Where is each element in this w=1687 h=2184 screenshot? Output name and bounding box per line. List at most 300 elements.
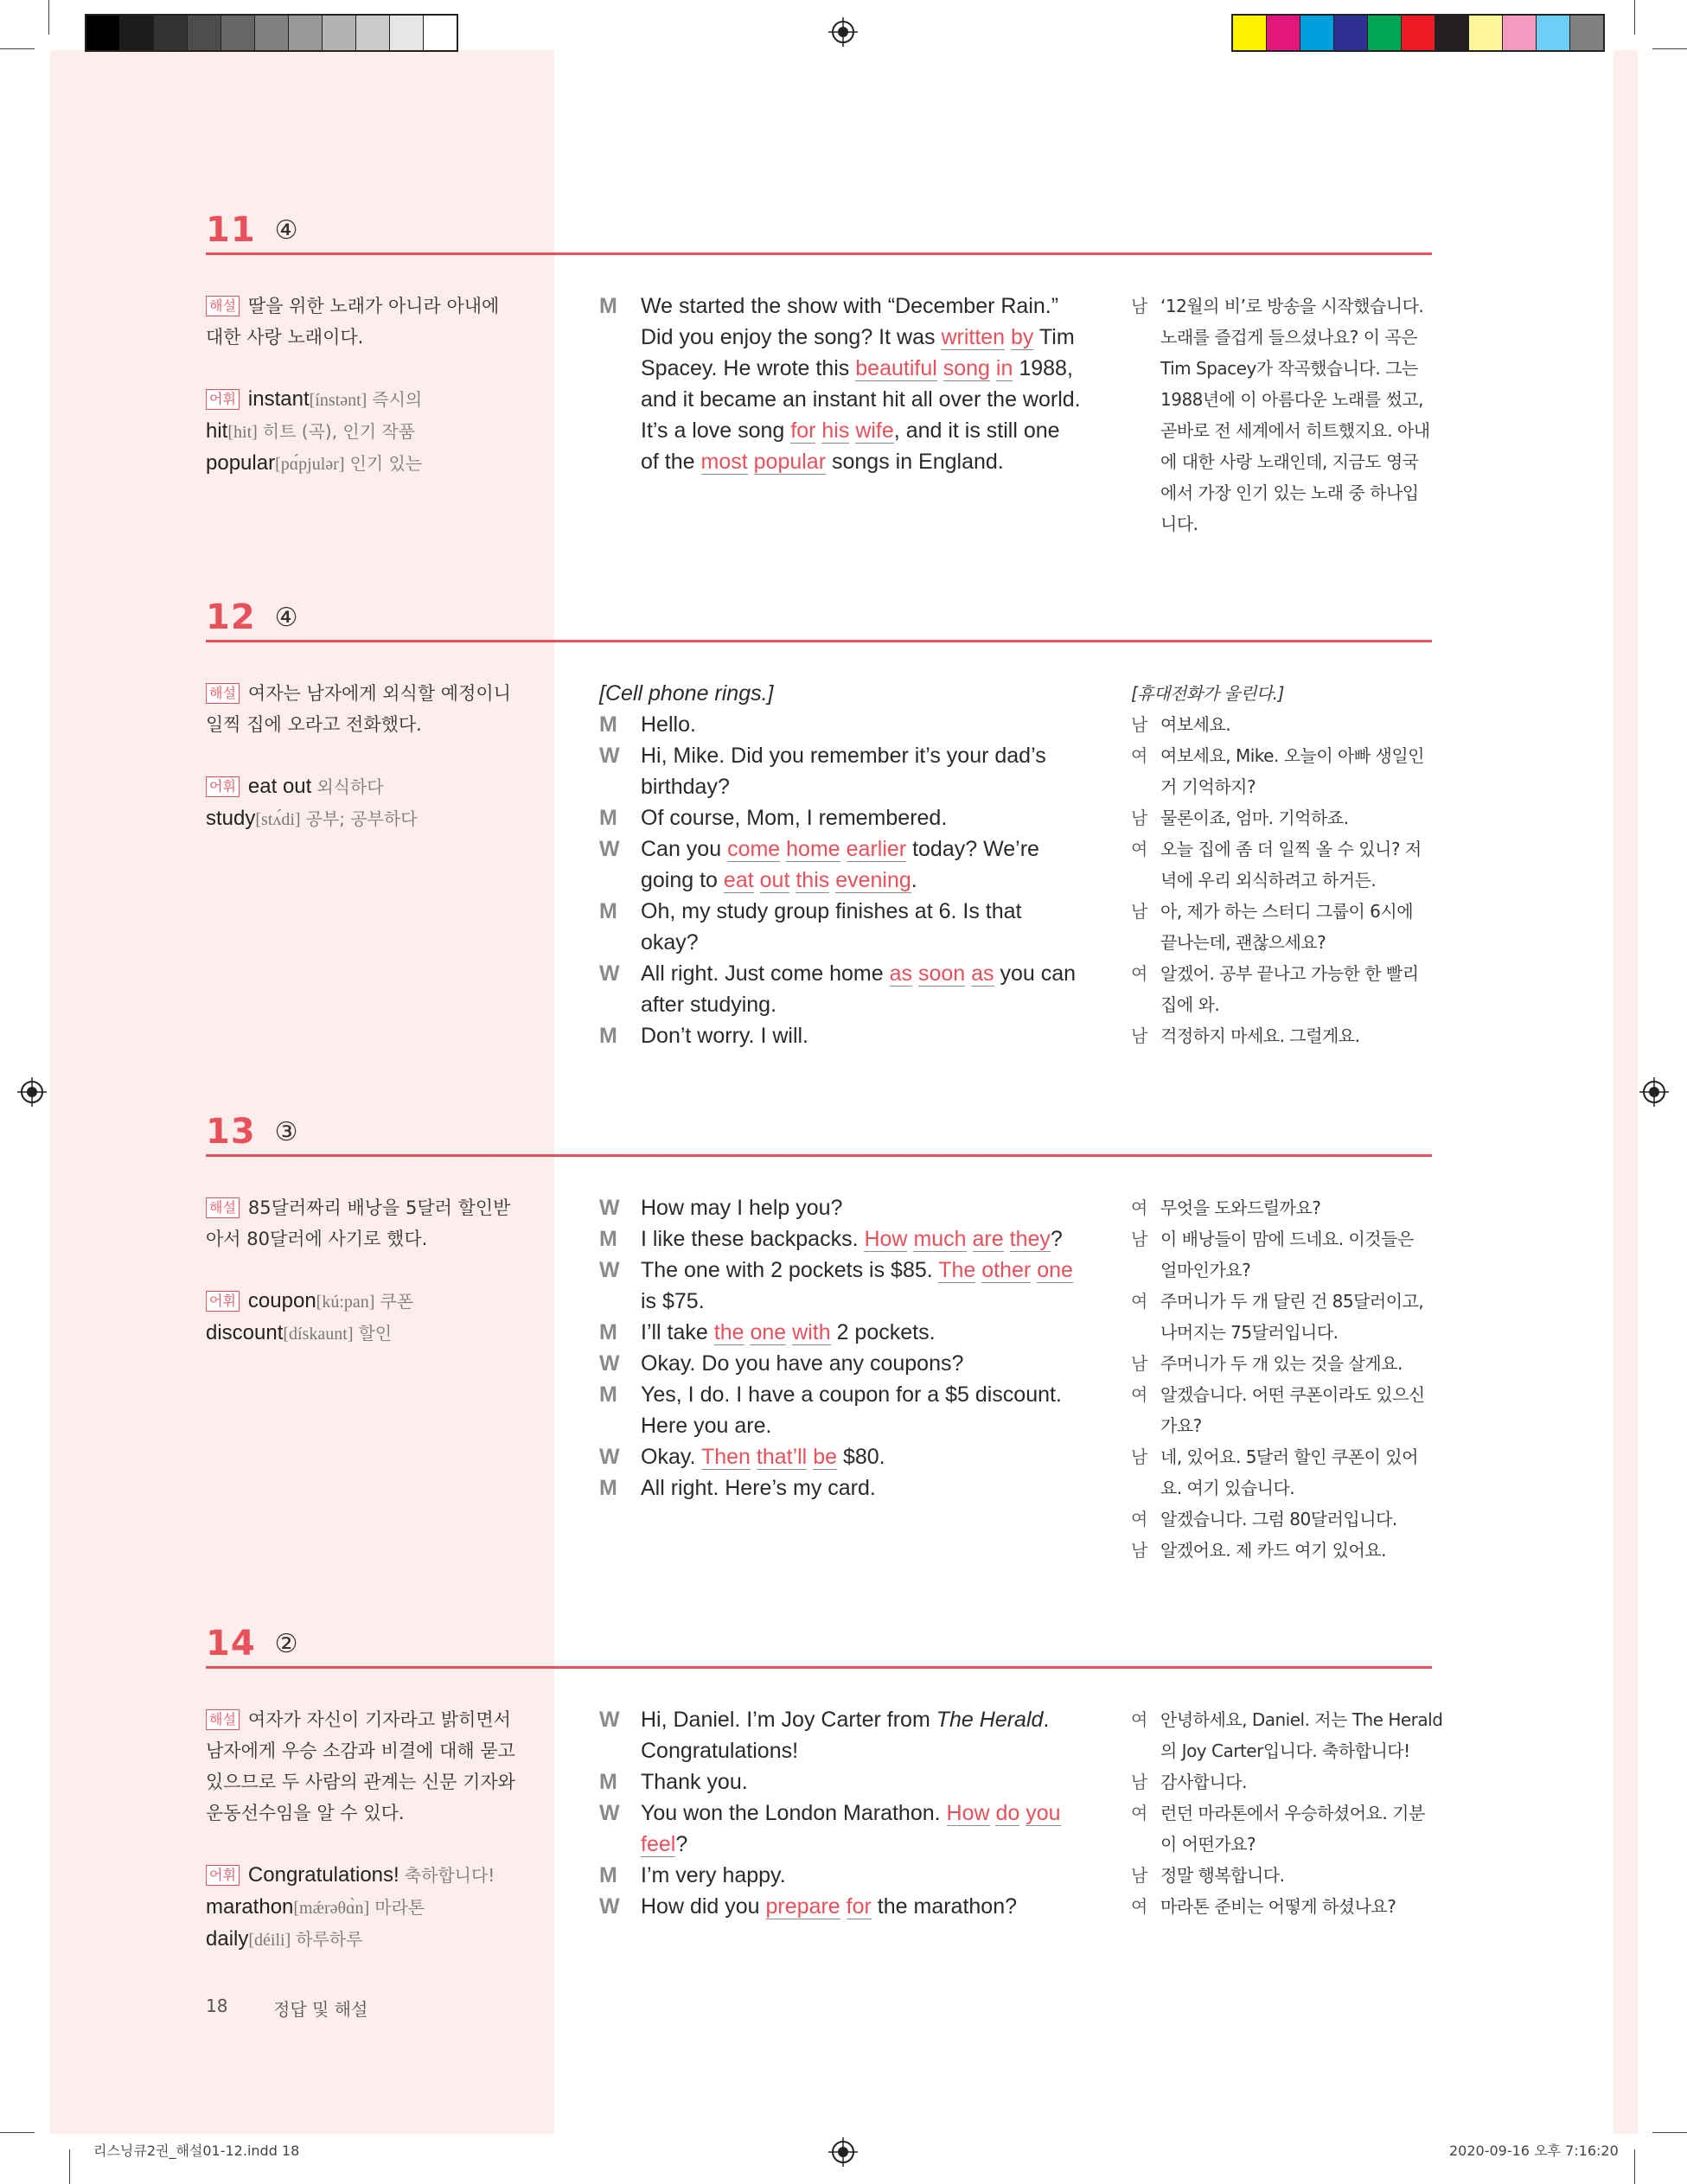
speaker-label: 남 [1131,1540,1147,1561]
explanation [206,678,517,740]
speaker-label: 남 [1131,1229,1147,1249]
question-number: 13 [206,1112,256,1152]
color-swatch [86,16,120,50]
crop-mark [1634,2149,1635,2184]
dialogue-text [912,961,918,986]
translation-text: 끝나는데, 괜찮으세요? [1160,932,1326,953]
blank-answer: one [750,1320,787,1344]
blank-answer: out [759,868,790,892]
dialogue-text: and it became an instant hit all over the world. [641,387,1081,412]
blank-answer: be [813,1445,838,1469]
translation-text: 녁에 우리 외식하려고 하거든. [1160,870,1377,891]
question-number: 12 [206,597,256,637]
translation-text: 감사합니다. [1160,1772,1247,1792]
translation-line [1131,1472,1442,1504]
translation-text: 정말 행복합니다. [1160,1865,1285,1886]
blank-answer: written [941,325,1006,349]
color-swatch [154,16,188,50]
translation-line [1131,477,1442,508]
explanation-tag: 해설 [206,296,240,316]
speaker-label: 남 [1131,901,1147,922]
color-swatch [323,16,356,50]
translation-line [1131,1020,1442,1051]
footer-title: 정답 및 해설 [273,1999,368,2020]
blank-answer: that’ll [756,1445,808,1469]
dialogue-text: Spacey. He wrote this [641,356,856,380]
explanation-text: 여자가 자신이 기자라고 밝히면서 남자에게 우승 소감과 비결에 대해 묻고 있으므로 두 사람의 관계는 신문 기자와 운동선수임을 알 수 있다. [206,1709,515,1823]
dialogue-text: of the [641,450,701,474]
color-swatch [1469,16,1503,50]
registration-mark-icon [17,1077,47,1107]
dialogue-text: It’s a love song [641,418,791,443]
speaker-label: W [599,837,620,861]
explanation [206,1704,517,1829]
translation-text: 1988년에 이 아름다운 노래를 썼고, [1160,389,1424,410]
blank-answer: song [943,356,990,380]
color-swatch [1570,16,1603,50]
dialogue-text: birthday? [641,775,730,799]
vocab-meaning: 축하합니다! [404,1865,495,1886]
color-swatch [289,16,323,50]
color-swatch [424,16,457,50]
translation-text: Tim Spacey가 작곡했습니다. 그는 [1160,358,1418,379]
question-number: 14 [206,1624,256,1664]
spacer [206,1829,517,1860]
blank-answer: popular [753,450,827,474]
crop-mark [69,2149,70,2184]
translation-line [1131,833,1442,865]
translation-line [1131,1348,1442,1379]
explanation-column [206,678,517,835]
registration-mark-icon [828,17,858,47]
blank-answer: this [796,868,830,892]
color-swatch [1368,16,1402,50]
explanation-column [206,291,517,480]
dialogue-text: [Cell phone rings.] [599,681,774,706]
vocab-pronunciation: [hit] [227,423,258,442]
translation-line [1131,508,1442,540]
translation-text: ‘12월의 비’로 방송을 시작했습니다. [1160,296,1424,316]
translation-text: 여보세요, Mike. 오늘이 아빠 생일인 [1160,745,1424,766]
explanation-text: 85달러짜리 배낭을 5달러 할인받아서 80달러에 사기로 했다. [206,1197,511,1249]
dialogue-text: Hi, Daniel. I’m Joy Carter from [641,1708,936,1732]
translation-line [1131,1860,1442,1891]
print-slug-file: 리스닝큐2권_해설01-12.indd 18 [93,2142,300,2159]
translation-text: 거 기억하지? [1160,776,1256,797]
section-header [206,1106,298,1152]
translation-line [1131,322,1442,353]
translation-text: 에서 가장 인기 있는 노래 중 하나입 [1160,482,1419,503]
translation-text: 가요? [1160,1415,1202,1436]
vocab-meaning: 마라톤 [374,1897,425,1918]
crop-mark [0,2132,35,2133]
translation-text: 여보세요. [1160,714,1231,735]
vocab-pronunciation: [ínstənt] [309,391,367,410]
dialogue-text: , and it is still one [893,418,1060,443]
speaker-label: M [599,1227,617,1251]
speaker-label: 남 [1131,1025,1147,1046]
dialogue-text: after studying. [641,993,777,1017]
spacer [206,740,517,771]
explanation-tag: 해설 [206,683,240,704]
speaker-label: 남 [1131,1772,1147,1792]
speaker-label: W [599,1445,620,1469]
translation-text: 마라톤 준비는 어떻게 하셨나요? [1160,1896,1396,1917]
speaker-label: 남 [1131,808,1147,828]
speaker-label: W [599,1894,620,1919]
translation-text: 아, 제가 하는 스터디 그룹이 6시에 [1160,901,1414,922]
vocab-word: discount [206,1321,284,1344]
translation-line [1131,1317,1442,1348]
dialogue-text: Hello. [641,712,696,737]
speaker-label: M [599,1383,617,1407]
translation-text: 노래를 즐겁게 들으셨나요? 이 곡은 [1160,327,1418,348]
vocab-entry [206,1924,517,1956]
color-swatch [1503,16,1537,50]
vocab-word: coupon [247,1289,316,1312]
color-swatch [1233,16,1267,50]
spacer [206,353,517,384]
color-swatch [390,16,424,50]
page-number: 18 [206,1996,228,2016]
dialogue-text: ? [1050,1227,1063,1251]
translation-text: 요. 여기 있습니다. [1160,1478,1295,1498]
translation-text: 런던 마라톤에서 우승하셨어요. 기분 [1160,1803,1425,1823]
dialogue-text [1004,1227,1010,1251]
translation-line [1131,1504,1442,1535]
vocab-tag: 어휘 [206,389,240,410]
translation-column [1131,1704,1442,1922]
dialogue-text: Of course, Mom, I remembered. [641,806,948,830]
speaker-label: M [599,1476,617,1500]
vocab-word: marathon [206,1895,294,1919]
dialogue-text: Don’t worry. I will. [641,1024,809,1048]
page-edge-bleed [1614,50,1638,2134]
speaker-label: M [599,1770,617,1794]
dialogue-text [840,1894,847,1919]
dialogue-text: We started the show with “December Rain.” [641,294,1059,318]
vocab-tag: 어휘 [206,1865,240,1886]
translation-text: [휴대전화가 울린다.] [1131,683,1284,704]
dialogue-text: All right. Here’s my card. [641,1476,876,1500]
explanation-tag: 해설 [206,1197,240,1218]
color-swatch [188,16,221,50]
speaker-label: W [599,744,620,768]
blank-answer: one [1037,1258,1073,1282]
translation-line [1131,865,1442,896]
speaker-label: 남 [1131,296,1147,316]
question-number: 11 [206,210,256,250]
explanation-column [206,1192,517,1350]
vocab-meaning: 할인 [358,1323,393,1344]
translation-text: 주머니가 두 개 달린 건 85달러이고, [1160,1291,1424,1312]
blank-answer: for [790,418,816,443]
blank-answer: beautiful [855,356,937,380]
crop-mark [0,48,35,49]
speaker-label: M [599,1863,617,1887]
blank-answer: they [1009,1227,1051,1251]
color-swatch [120,16,154,50]
speaker-label: 여 [1131,745,1147,766]
blank-answer: wife [855,418,894,443]
translation-line [1131,353,1442,384]
dialogue-text: Congratulations! [641,1739,799,1763]
translation-text: 알겠습니다. 어떤 쿠폰이라도 있으신 [1160,1384,1425,1405]
translation-text: 얼마인가요? [1160,1260,1251,1280]
translation-text: 집에 와. [1160,994,1220,1015]
translation-line [1131,1441,1442,1472]
translation-column [1131,291,1442,540]
vocab-meaning: 히트 (곡), 인기 작품 [262,421,416,442]
vocab-pronunciation: [déili] [248,1931,291,1950]
speaker-label: 남 [1131,1446,1147,1467]
translation-line [1131,1766,1442,1798]
dialogue-text: today? We’re [906,837,1039,861]
vocab-entry [206,803,517,835]
speaker-label: 여 [1131,1384,1147,1405]
section-divider [206,252,1432,255]
blank-answer: The [938,1258,976,1282]
dialogue-text: I’ll take [641,1320,714,1344]
blank-answer: most [700,450,748,474]
blank-answer: you [1026,1801,1061,1825]
speaker-label: 남 [1131,1865,1147,1886]
dialogue-text: Tim [1033,325,1075,349]
dialogue-text: The one with 2 pockets is $85. [641,1258,939,1282]
dialogue-text: Hi, Mike. Did you remember it’s your dad’s [641,744,1046,768]
translation-line [1131,415,1442,446]
dialogue-text: ? [675,1832,688,1856]
vocab-tag: 어휘 [206,1291,240,1312]
vocab-meaning: 쿠폰 [380,1291,414,1312]
grayscale-color-bar [85,14,458,52]
vocab-entry [206,416,517,448]
dialogue-text: Here you are. [641,1414,772,1438]
explanation [206,1192,517,1255]
translation-line [1131,896,1442,927]
vocab-meaning: 즉시의 [372,389,423,410]
blank-answer: How [946,1801,990,1825]
print-slug-timestamp: 2020-09-16 오후 7:16:20 [1449,2142,1619,2159]
speaker-label: W [599,1258,620,1282]
explanation-text: 여자는 남자에게 외식할 예정이니 일찍 집에 오라고 전화했다. [206,683,511,735]
translation-text: 이 배낭들이 맘에 드네요. 이것들은 [1160,1229,1414,1249]
vocab-word: study [206,807,256,830]
dialogue-text: Okay. [641,1445,701,1469]
translation-text: 주머니가 두 개 있는 것을 살게요. [1160,1353,1403,1374]
translation-line [1131,989,1442,1020]
translation-text: 니다. [1160,514,1198,534]
speaker-label: W [599,1708,620,1732]
blank-answer: with [792,1320,831,1344]
dialogue-text: . [1043,1708,1050,1732]
translation-line [1131,927,1442,958]
vocab-tag: 어휘 [206,776,240,797]
blank-answer: home [786,837,840,861]
speaker-label: 여 [1131,839,1147,859]
speaker-label: M [599,899,617,923]
dialogue-text: The Herald [936,1708,1044,1732]
speaker-label: 여 [1131,1803,1147,1823]
translation-line [1131,771,1442,802]
vocab-pronunciation: [stʌ́di] [255,810,301,829]
dialogue-text [937,356,943,380]
process-color-bar [1231,14,1605,52]
registration-mark-icon [1639,1077,1669,1107]
dialogue-text [754,868,760,892]
vocab-meaning: 인기 있는 [349,453,423,474]
translation-text: 걱정하지 마세요. 그럴게요. [1160,1025,1360,1046]
speaker-label: 여 [1131,1291,1147,1312]
answer-choice: ② [274,1629,298,1659]
answer-choice: ④ [274,603,298,633]
translation-text: 에 대한 사랑 노래인데, 지금도 영국 [1160,451,1419,472]
translation-text: 네, 있어요. 5달러 할인 쿠폰이 있어 [1160,1446,1418,1467]
translation-line [1131,740,1442,771]
vocab-word: instant [247,387,310,411]
explanation-column [206,1704,517,1956]
speaker-label: 남 [1131,1353,1147,1374]
blank-answer: evening [835,868,911,892]
translation-line [1131,802,1442,833]
translation-text: 안녕하세요, Daniel. 저는 The Herald [1160,1709,1443,1730]
section-divider [206,1154,1432,1157]
dialogue-text: the marathon? [871,1894,1018,1919]
dialogue-text: $80. [837,1445,885,1469]
explanation-text: 딸을 위한 노래가 아니라 아내에 대한 사랑 노래이다. [206,296,500,348]
spacer [206,1255,517,1286]
color-swatch [1537,16,1570,50]
vocab-entry [206,1860,517,1892]
blank-answer: soon [917,961,966,986]
translation-text: 알겠습니다. 그럼 80달러입니다. [1160,1509,1397,1529]
color-swatch [221,16,255,50]
blank-answer: other [981,1258,1032,1282]
speaker-label: W [599,1351,620,1376]
dialogue-text: All right. Just come home [641,961,890,986]
translation-line [1131,709,1442,740]
speaker-label: 여 [1131,1509,1147,1529]
speaker-label: M [599,294,617,318]
vocab-meaning: 공부; 공부하다 [305,808,418,829]
speaker-label: M [599,1024,617,1048]
blank-answer: as [889,961,913,986]
blank-answer: by [1011,325,1034,349]
translation-line [1131,1704,1442,1735]
vocab-word: popular [206,451,276,475]
dialogue-text: How did you [641,1894,766,1919]
section-header [206,204,298,250]
speaker-label: M [599,1320,617,1344]
answer-choice: ④ [274,215,298,246]
translation-line [1131,1410,1442,1441]
blank-answer: are [972,1227,1004,1251]
translation-column [1131,678,1442,1051]
color-swatch [1402,16,1435,50]
registration-mark-icon [828,2137,858,2167]
vocab-entry [206,1892,517,1924]
translation-text: 알겠어요. 제 카드 여기 있어요. [1160,1540,1386,1561]
translation-line [1131,1735,1442,1766]
color-swatch [1300,16,1334,50]
translation-text: 곧바로 전 세계에서 히트했지요. 아내 [1160,420,1430,441]
dialogue-text [751,1445,757,1469]
dialogue-text: 1988, [1013,356,1073,380]
translation-line [1131,1255,1442,1286]
dialogue-text [840,837,847,861]
speaker-label: 여 [1131,1709,1147,1730]
vocab-entry [206,448,517,480]
vocab-entry [206,1318,517,1350]
color-swatch [1435,16,1469,50]
translation-text: 알겠어. 공부 끝나고 가능한 한 빨리 [1160,963,1419,984]
blank-answer: come [727,837,781,861]
dialogue-text: You won the London Marathon. [641,1801,947,1825]
speaker-label: M [599,712,617,737]
speaker-label: W [599,1801,620,1825]
section-header [206,591,298,635]
dialogue-text: I like these backpacks. [641,1227,865,1251]
vocab-meaning: 하루하루 [296,1929,363,1950]
color-swatch [1267,16,1300,50]
color-swatch [1334,16,1368,50]
blank-answer: do [995,1801,1020,1825]
answer-choice: ③ [274,1117,298,1147]
blank-answer: How [864,1227,908,1251]
blank-answer: prepare [765,1894,840,1919]
translation-column [1131,1192,1442,1566]
blank-answer: in [995,356,1013,380]
translation-line [1131,1286,1442,1317]
translation-line [1131,1223,1442,1255]
section-divider [206,640,1432,642]
dialogue-text: going to [641,868,724,892]
translation-text: 무엇을 도와드릴까요? [1160,1197,1321,1218]
translation-text: 물론이죠, 엄마. 기억하죠. [1160,808,1349,828]
translation-line [1131,1798,1442,1829]
dialogue-text: is $75. [641,1289,705,1313]
translation-line [1131,958,1442,989]
dialogue-text: Did you enjoy the song? It was [641,325,942,349]
dialogue-text: How may I help you? [641,1196,843,1220]
dialogue-text: okay? [641,930,699,955]
blank-answer: feel [641,1832,676,1856]
vocab-word: Congratulations! [247,1863,399,1887]
dialogue-text: Oh, my study group finishes at 6. Is that [641,899,1022,923]
speaker-label: W [599,1196,620,1220]
crop-mark [1652,48,1687,49]
vocab-pronunciation: [kú:pan] [316,1293,375,1312]
translation-line [1131,1829,1442,1860]
blank-answer: as [971,961,994,986]
vocab-word: eat out [247,775,312,798]
dialogue-text: . [911,868,917,892]
speaker-label: M [599,806,617,830]
blank-answer: Then [700,1445,751,1469]
dialogue-text: 2 pockets. [830,1320,936,1344]
crop-mark [1634,0,1635,35]
vocab-pronunciation: [dískaunt] [283,1325,354,1344]
vocab-word: daily [206,1927,249,1951]
blank-answer: much [913,1227,967,1251]
speaker-label: 여 [1131,963,1147,984]
translation-line [1131,1891,1442,1922]
dialogue-text: I’m very happy. [641,1863,786,1887]
section-divider [206,1666,1432,1669]
blank-answer: the [713,1320,744,1344]
dialogue-text: Okay. Do you have any coupons? [641,1351,964,1376]
color-swatch [255,16,289,50]
